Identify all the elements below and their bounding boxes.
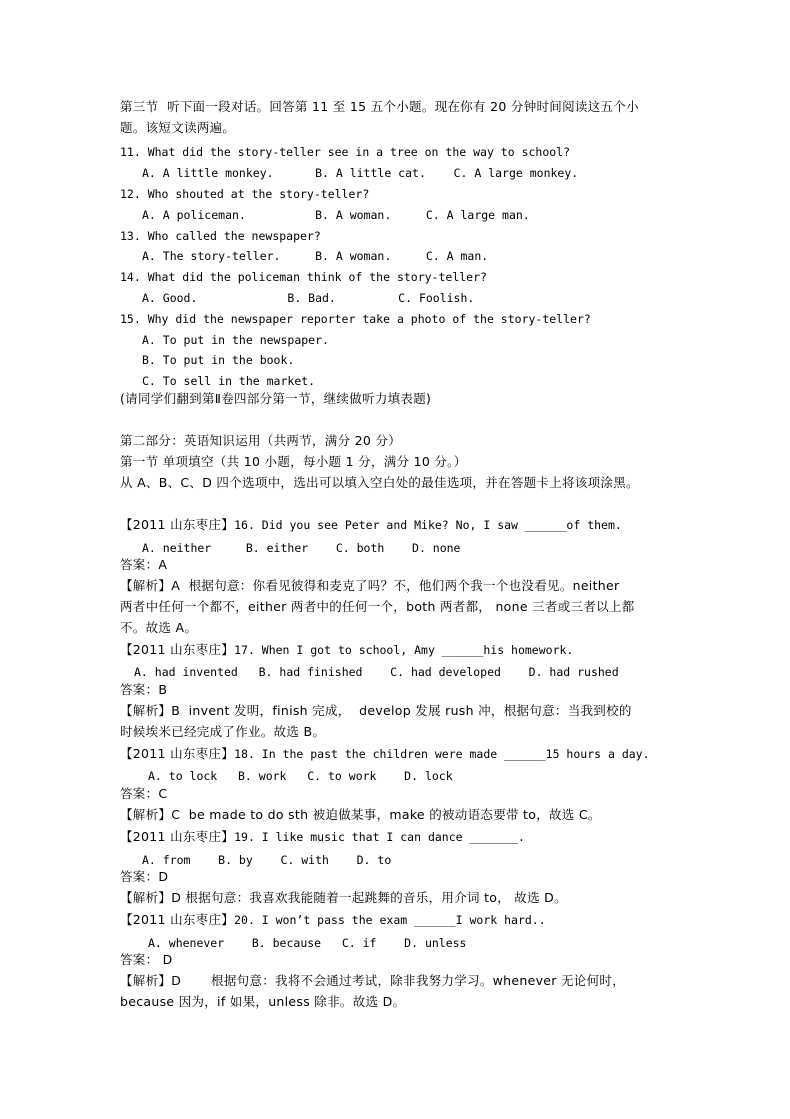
question-15-option-c: C. To sell in the market.: [142, 374, 316, 388]
question-18-source: 【2011 山东枣庄】: [120, 746, 235, 761]
question-11-options: A. A little monkey. B. A little cat. C. A large monkey.: [142, 166, 579, 180]
question-13: 13. Who called the newspaper?: [120, 229, 321, 243]
question-18-explanation: 【解析】C be made to do sth 被迫做某事，make 的被动语态要带 to，故选 C。: [120, 807, 601, 822]
question-19: [120, 828, 525, 848]
part2-instructions: 从 A、B、C、D 四个选项中，选出可以填入空白处的最佳选项，并在答题卡上将该项涂黑。: [120, 475, 639, 490]
section3-intro-line2: 题。该短文读两遍。: [120, 120, 236, 135]
question-19-explanation: 【解析】D 根据句意：我喜欢我能随着一起跳舞的音乐，用介词 to， 故选 D。: [120, 890, 567, 905]
question-19-options: A. from B. by C. with D. to: [142, 853, 392, 867]
question-11: 11. What did the story-teller see in a tree on the way to school?: [120, 145, 571, 159]
part2-section1-title: 第一节 单项填空（共 10 小题，每小题 1 分，满分 10 分。）: [120, 454, 467, 469]
question-16-source: 【2011 山东枣庄】: [120, 517, 235, 532]
question-16-explanation-line3: 不。故选 A。: [120, 620, 198, 635]
question-16-explanation-line2: 两者中任何一个都不，either 两者中的任何一个，both 两者都， none 三者或三者以上都: [120, 599, 635, 614]
question-20-explanation-line2: because 因为，if 如果，unless 除非。故选 D。: [120, 994, 406, 1009]
question-20-stem: 20. I won’t pass the exam ______I work hard..: [234, 913, 546, 927]
section3-intro-line1: 第三节 听下面一段对话。回答第 11 至 15 五个小题。现在你有 20 分钟时间阅读这五个小: [120, 99, 639, 114]
question-14-options: A. Good. B. Bad. C. Foolish.: [142, 291, 475, 305]
question-20-explanation-line1: 【解析】D 根据句意：我将不会通过考试，除非我努力学习。whenever 无论何时，: [120, 973, 625, 988]
question-17-explanation-line1: 【解析】B invent 发明，finish 完成， develop 发展 rush 冲，根据句意：当我到校的: [120, 703, 632, 718]
question-17-options: A. had invented B. had finished C. had developed D. had rushed: [134, 665, 619, 679]
question-15-option-a: A. To put in the newspaper.: [142, 333, 329, 347]
question-19-stem: 19. I like music that I can dance _______.: [234, 830, 525, 844]
question-17-answer: 答案：B: [120, 682, 168, 697]
question-19-source: 【2011 山东枣庄】: [120, 829, 235, 844]
question-16-stem: 16. Did you see Peter and Mike? No, I saw ______of them.: [234, 518, 622, 532]
question-20-answer: 答案： D: [120, 952, 173, 967]
question-18-options: A. to lock B. work C. to work D. lock: [148, 769, 453, 783]
question-20-options: A. whenever B. because C. if D. unless: [148, 936, 467, 950]
question-18: [120, 745, 650, 765]
part2-title: 第二部分：英语知识运用（共两节，满分 20 分）: [120, 433, 402, 448]
question-15: 15. Why did the newspaper reporter take a photo of the story-teller?: [120, 312, 591, 326]
question-18-stem: 18. In the past the children were made ______15 hours a day.: [234, 747, 650, 761]
question-16: [120, 516, 622, 536]
question-12-options: A. A policeman. B. A woman. C. A large man.: [142, 208, 530, 222]
listening-note: (请同学们翻到第Ⅱ卷四部分第一节，继续做听力填表题): [120, 391, 432, 406]
question-19-answer: 答案：D: [120, 869, 169, 884]
question-20: [120, 911, 546, 931]
question-17: [120, 641, 573, 661]
question-16-explanation-line1: 【解析】A 根据句意：你看见彼得和麦克了吗？不，他们两个我一个也没看见。neither: [120, 578, 620, 593]
question-17-explanation-line2: 时候埃米已经完成了作业。故选 B。: [120, 724, 326, 739]
question-18-answer: 答案：C: [120, 786, 168, 801]
question-12: 12. Who shouted at the story-teller?: [120, 187, 370, 201]
question-17-stem: 17. When I got to school, Amy ______his homework.: [234, 643, 574, 657]
question-13-options: A. The story-teller. B. A woman. C. A man.: [142, 249, 489, 263]
question-15-option-b: B. To put in the book.: [142, 353, 295, 367]
question-17-source: 【2011 山东枣庄】: [120, 642, 235, 657]
question-16-options: A. neither B. either C. both D. none: [142, 541, 461, 555]
question-20-source: 【2011 山东枣庄】: [120, 912, 235, 927]
question-14: 14. What did the policeman think of the story-teller?: [120, 270, 487, 284]
question-16-answer: 答案：A: [120, 557, 168, 572]
